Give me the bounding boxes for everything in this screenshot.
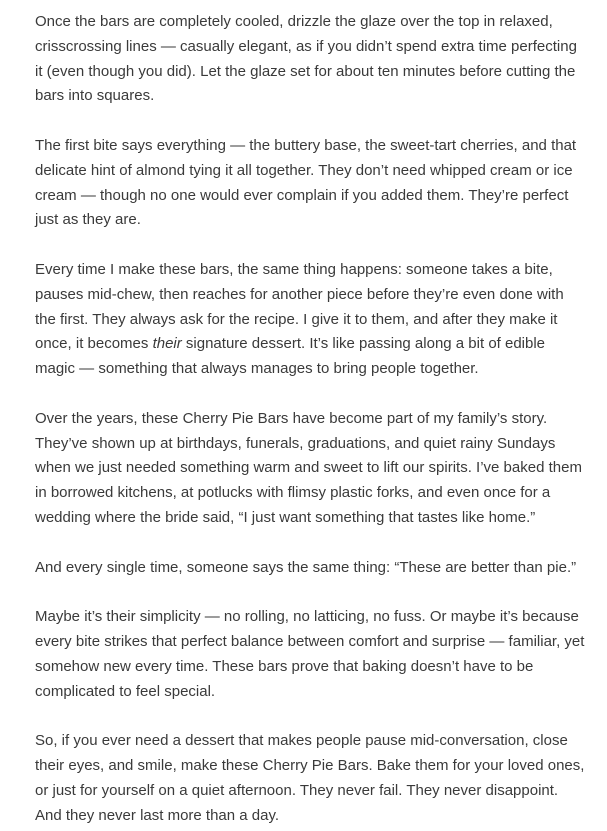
emphasis-their: their: [152, 335, 182, 353]
paragraph-every-time-part-1: Every time I make these bars, the same thing happens: someone takes a bite, pauses mid-chew, then reaches for another piece before they’re even done with the first. They always ask for the recipe. I give it to them, and after they make it once, it becomes: [35, 260, 564, 353]
paragraph-conclusion: So, if you ever need a dessert that makes people pause mid-conversation, close their eyes, and smile, make these Cherry Pie Bars. Bake them for your loved ones, or just for yourself on a quiet afternoon. They never fail. They never disappoint. And they never last more than a day.: [35, 732, 585, 824]
paragraph-first-bite: The first bite says everything — the buttery base, the sweet-tart cherries, and that delicate hint of almond tying it all together. They don’t need whipped cream or ice cream — though no one would ever complain if you added them. They’re perfect just as they are.: [35, 136, 577, 229]
paragraph-over-the-years: Over the years, these Cherry Pie Bars have become part of my family’s story. They’ve shown up at birthdays, funerals, graduations, and quiet rainy Sundays when we just needed something warm and sweet to lift our spirits. I’ve baked them in borrowed kitchens, at potlucks with flimsy plastic forks, and even once for a wedding where the bride said, “I just want something that tastes like home.”: [35, 409, 582, 526]
paragraph-every-time: [35, 258, 585, 382]
paragraph-every-time-part-2: signature dessert. It’s like passing along a bit of edible magic — something that always manages to bring people together.: [35, 335, 546, 378]
paragraph-better-than-pie: And every single time, someone says the same thing: “These are better than pie.”: [35, 558, 577, 576]
article-body: [35, 10, 585, 828]
paragraph-glaze: Once the bars are completely cooled, drizzle the glaze over the top in relaxed, crisscrossing lines — casually elegant, as if you didn’t spend extra time perfecting it (even though you did). Let the glaze set for about ten minutes before cutting the bars into squares.: [35, 13, 577, 105]
paragraph-simplicity: Maybe it’s their simplicity — no rolling, no latticing, no fuss. Or maybe it’s because every bite strikes that perfect balance between comfort and surprise — familiar, yet somehow new every time. These bars prove that baking doesn’t have to be complicated to feel special.: [35, 608, 585, 700]
